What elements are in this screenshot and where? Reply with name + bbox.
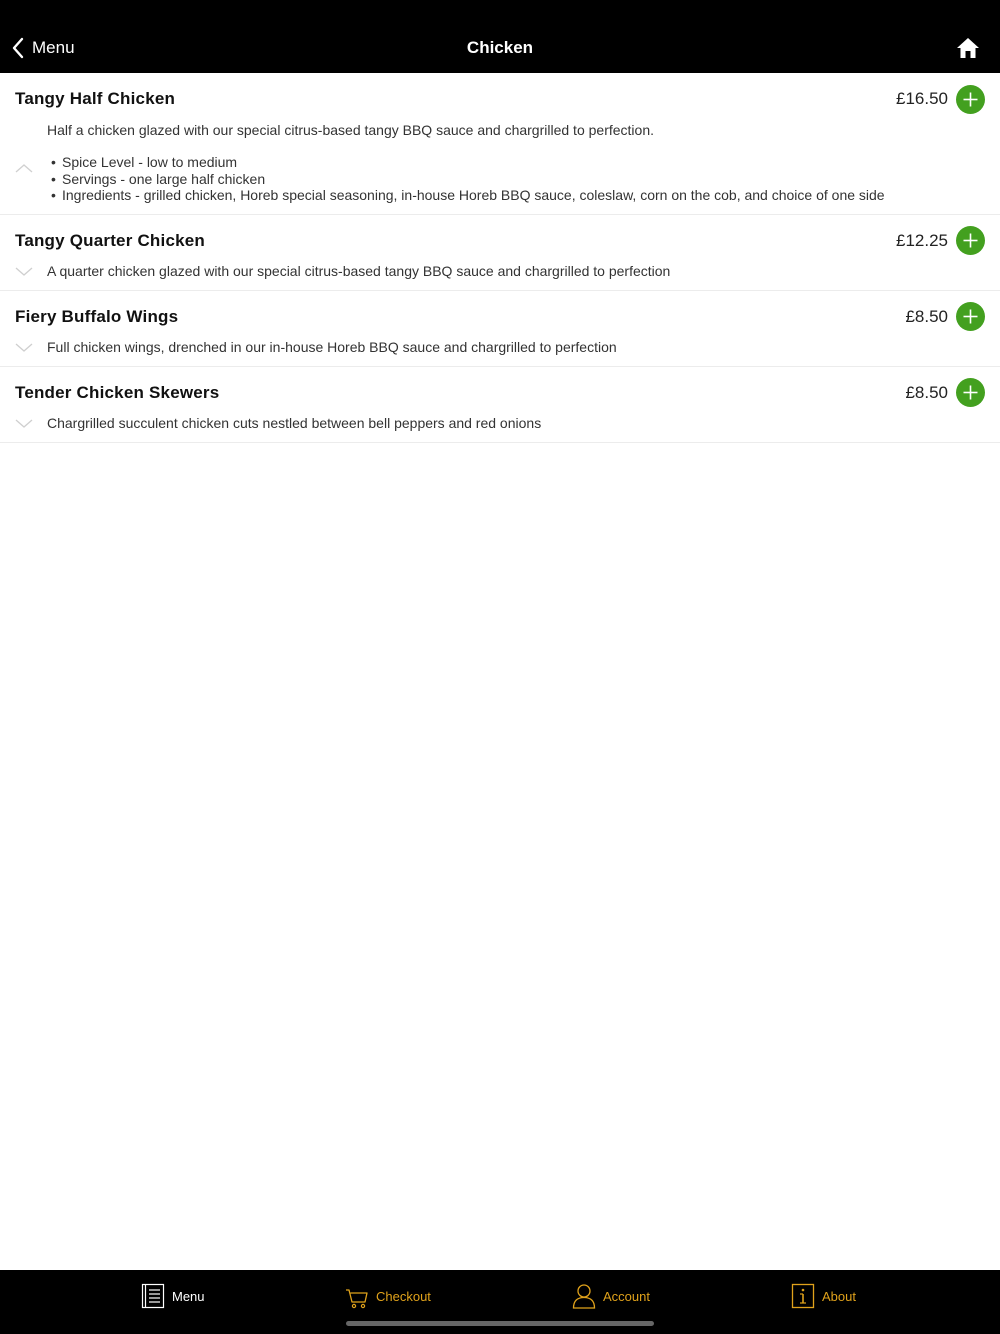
- add-to-cart-button[interactable]: [956, 85, 985, 114]
- plus-icon: [962, 308, 979, 325]
- detail-ingredients: • Ingredients - grilled chicken, Horeb special seasoning, in-house Horeb BBQ sauce, coleslaw, corn on the cob, and choice of one side: [51, 187, 985, 204]
- tab-checkout-label: Checkout: [376, 1288, 431, 1304]
- add-to-cart-button[interactable]: [956, 378, 985, 407]
- home-button[interactable]: [956, 36, 980, 60]
- plus-icon: [962, 91, 979, 108]
- add-to-cart-button[interactable]: [956, 302, 985, 331]
- tab-menu[interactable]: [141, 1283, 205, 1309]
- menu-item: [0, 215, 1000, 291]
- item-details-list: [51, 154, 985, 204]
- tab-checkout[interactable]: [345, 1283, 431, 1309]
- item-name: Tangy Quarter Chicken: [15, 230, 205, 250]
- plus-icon: [962, 384, 979, 401]
- item-price: £8.50: [905, 306, 948, 326]
- tab-menu-label: Menu: [172, 1288, 205, 1304]
- top-nav-bar: [0, 0, 1000, 73]
- item-description: Full chicken wings, drenched in our in-house Horeb BBQ sauce and chargrilled to perfection: [47, 338, 617, 355]
- menu-item: [0, 367, 1000, 443]
- item-name: Tangy Half Chicken: [15, 89, 176, 108]
- item-description: Half a chicken glazed with our special citrus-based tangy BBQ sauce and chargrilled to perfection.: [47, 122, 654, 138]
- add-to-cart-button[interactable]: [956, 226, 985, 255]
- detail-servings: • Servings - one large half chicken: [51, 171, 985, 188]
- menu-book-icon: [141, 1283, 165, 1309]
- menu-item-list: [0, 73, 1000, 443]
- plus-icon: [962, 232, 979, 249]
- item-name: Fiery Buffalo Wings: [15, 306, 179, 326]
- item-price: £8.50: [905, 382, 948, 402]
- chevron-down-icon[interactable]: [15, 341, 33, 353]
- cart-icon: [345, 1283, 369, 1309]
- user-icon: [572, 1283, 596, 1309]
- item-description: Chargrilled succulent chicken cuts nestled between bell peppers and red onions: [47, 414, 542, 431]
- home-icon: [956, 36, 980, 60]
- tab-about-label: About: [822, 1288, 856, 1304]
- tab-about[interactable]: [791, 1283, 856, 1309]
- tab-account-label: Account: [603, 1288, 650, 1304]
- chevron-down-icon[interactable]: [15, 265, 33, 277]
- item-name: Tender Chicken Skewers: [15, 382, 220, 402]
- home-indicator: [346, 1321, 654, 1326]
- back-button-label: Menu: [32, 38, 75, 57]
- item-description: A quarter chicken glazed with our special citrus-based tangy BBQ sauce and chargrilled to perfection: [47, 262, 671, 279]
- item-price: £16.50: [896, 89, 948, 108]
- chevron-down-icon[interactable]: [15, 417, 33, 429]
- item-price: £12.25: [896, 230, 948, 250]
- info-icon: [791, 1283, 815, 1309]
- page-title: Chicken: [466, 38, 534, 57]
- chevron-up-icon[interactable]: [15, 162, 33, 174]
- tab-account[interactable]: [572, 1283, 650, 1309]
- detail-spice-level: • Spice Level - low to medium: [51, 154, 985, 171]
- menu-item: [0, 291, 1000, 367]
- menu-item: [0, 73, 1000, 215]
